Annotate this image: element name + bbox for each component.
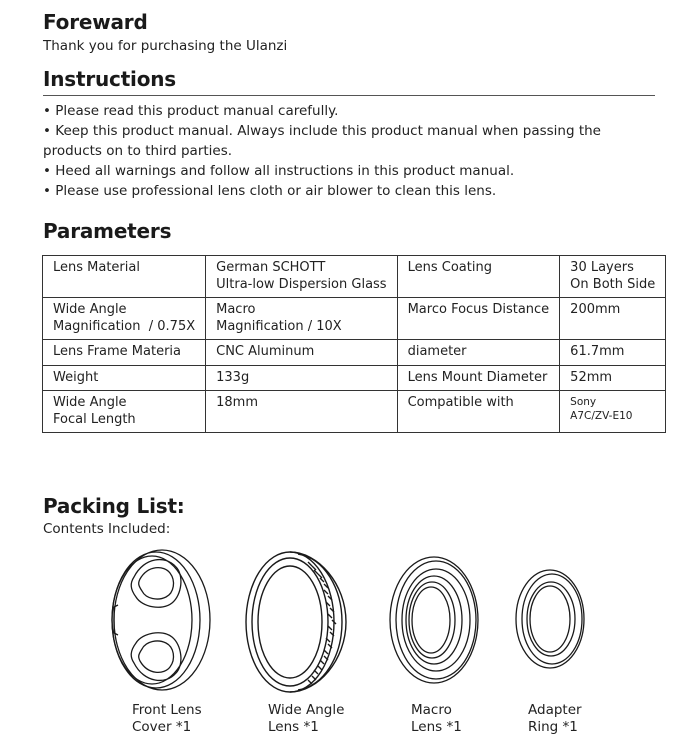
cell-line: German SCHOTT [216,260,326,275]
packing-item-lens-cap [132,702,202,735]
param-value [206,340,397,366]
parameters-title: Parameters [43,219,172,243]
cell-line: Sony [570,396,597,408]
param-value [206,256,397,298]
item-line: Wide Angle [268,702,345,718]
instruction-item: • Please read this product manual carefully. [43,101,655,121]
item-line: Front Lens [132,702,202,718]
table-row [43,365,666,391]
cell-line: Wide Angle [53,395,127,410]
packing-item-macro [411,702,462,735]
param-value [206,298,397,340]
macro-lens-icon [384,553,482,687]
cell-line: 18mm [216,395,258,410]
packing-title: Packing List: [43,494,185,518]
packing-subtitle: Contents Included: [43,521,171,537]
cell-line: 133g [216,369,250,385]
cell-line: Weight [53,369,99,385]
param-value [560,298,666,340]
cell-line: 52mm [570,369,613,385]
param-label [397,391,560,433]
packing-items [0,545,696,745]
param-value [560,256,666,298]
item-line: Ring *1 [528,718,578,735]
cell-line: Focal Length [53,411,136,427]
cell-line: 200mm [570,302,621,317]
cell-line: Magnification / 10X [216,318,342,334]
param-label [43,365,206,391]
table-row [43,298,666,340]
param-label [397,298,560,340]
table-row [43,256,666,298]
param-value [560,340,666,366]
cell-line: Ultra-low Dispersion Glass [216,276,387,292]
cell-line: On Both Side [570,276,656,292]
cell-line: A7C/ZV-E10 [570,410,633,422]
param-label [397,365,560,391]
cell-line: Lens Frame Materia [53,344,181,359]
cell-line: Macro [216,302,256,317]
parameters-table [42,255,666,433]
param-value [206,365,397,391]
param-label [43,298,206,340]
cell-line: Marco Focus Distance [407,302,550,317]
instructions-title: Instructions [43,67,177,91]
item-line: Macro [411,702,452,718]
param-label [397,340,560,366]
instruction-item: • Heed all warnings and follow all instructions in this product manual. [43,161,655,181]
wide-angle-lens-icon [242,548,354,696]
param-label [43,340,206,366]
foreward-title: Foreward [43,10,148,34]
item-line: Cover *1 [132,718,192,735]
cell-line: Wide Angle [53,302,127,317]
item-line: Lens *1 [268,718,319,735]
param-label [43,256,206,298]
param-label [43,391,206,433]
cell-line: 30 Layers [570,260,634,275]
cell-line: diameter [407,344,467,359]
instruction-item: • Please use professional lens cloth or air blower to clean this lens. [43,181,655,201]
table-row [43,340,666,366]
param-value [560,365,666,391]
item-line: Adapter [528,702,582,718]
cell-line: 61.7mm [570,344,625,359]
packing-item-adapter [528,702,582,735]
instructions-list [43,101,655,201]
param-value [560,391,666,433]
cell-line: Magnification / 0.75X [53,318,196,334]
item-line: Lens *1 [411,718,462,735]
cell-line: Lens Material [53,260,140,275]
instruction-item: • Keep this product manual. Always include this product manual when passing the products on to third parties. [43,121,655,161]
cell-line: Compatible with [407,395,514,410]
cell-line: Lens Coating [407,260,492,275]
table-row [43,391,666,433]
cell-line: Lens Mount Diameter [407,369,548,385]
lens-cap-icon [104,545,216,695]
section-divider [43,95,655,96]
param-value [206,391,397,433]
cell-line: CNC Aluminum [216,344,315,359]
param-label [397,256,560,298]
adapter-ring-icon [514,567,590,671]
packing-item-wide-angle [268,702,344,735]
foreward-text: Thank you for purchasing the Ulanzi [43,38,288,54]
